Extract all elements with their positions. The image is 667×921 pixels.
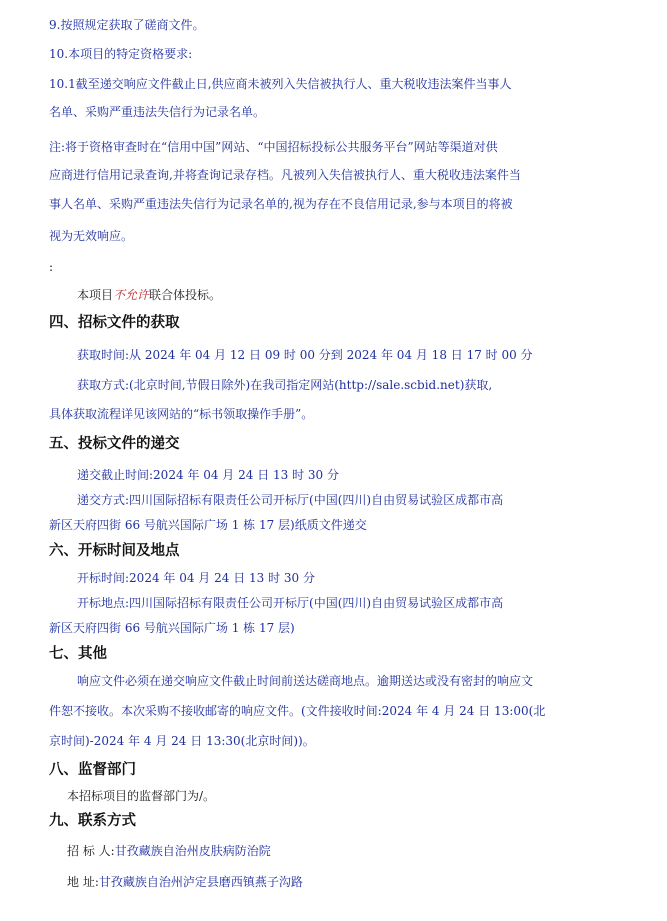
sec4-time: 获取时间:从 2024 年 04 月 12 日 09 时 00 分到 2024 年 04 月 18 日 17 时 00 分 xyxy=(77,348,533,362)
sec7-line1: 响应文件必须在递交响应文件截止时间前送达磋商地点。逾期送达或没有密封的响应文 xyxy=(77,674,534,688)
tenderer-label: 招 标 人: xyxy=(67,844,115,858)
consortium-suffix: 联合体投标。 xyxy=(149,288,222,302)
section-8-title: 八、监督部门 xyxy=(49,762,136,778)
address-label: 地 址: xyxy=(67,875,99,889)
sec4-method-line1: 获取方式:(北京时间,节假日除外)在我司指定网站(http://sale.scbid.net)获取, xyxy=(77,378,493,392)
sec5-method-line1: 递交方式:四川国际招标有限责任公司开标厅(中国(四川)自由贸易试验区成都市高 xyxy=(77,493,504,507)
consortium-prefix: 本项目 xyxy=(77,288,114,302)
section-9-title: 九、联系方式 xyxy=(49,813,136,829)
section-4-title: 四、招标文件的获取 xyxy=(49,315,180,331)
tenderer-value: 甘孜藏族自治州皮肤病防治院 xyxy=(114,844,271,858)
sec6-place-line1: 开标地点:四川国际招标有限责任公司开标厅(中国(四川)自由贸易试验区成都市高 xyxy=(77,596,504,610)
note-line4: 视为无效响应。 xyxy=(49,229,134,243)
section-7-title: 七、其他 xyxy=(49,646,107,662)
note-line1: 注:将于资格审查时在“信用中国”网站、“中国招标投标公共服务平台”网站等渠道对供 xyxy=(49,140,498,154)
item-10-1-line2: 名单、采购严重违法失信行为记录名单。 xyxy=(49,105,266,119)
item-9: 9.按照规定获取了磋商文件。 xyxy=(49,18,205,32)
consortium-line xyxy=(77,287,221,303)
sec7-line2: 件恕不接收。本次采购不接收邮寄的响应文件。(文件接收时间:2024 年 4 月 24 日 13:00(北 xyxy=(49,704,546,718)
address-row xyxy=(67,874,303,890)
tenderer-row xyxy=(67,843,271,859)
consortium-mark: 不允许 xyxy=(113,288,150,302)
section-5-title: 五、投标文件的递交 xyxy=(49,436,180,452)
sec8-line1: 本招标项目的监督部门为/。 xyxy=(67,789,216,803)
stray-colon: : xyxy=(49,260,54,274)
note-line2: 应商进行信用记录查询,并将查询记录存档。凡被列入失信被执行人、重大税收违法案件当 xyxy=(49,168,521,182)
sec5-deadline: 递交截止时间:2024 年 04 月 24 日 13 时 30 分 xyxy=(77,468,339,482)
sec6-time: 开标时间:2024 年 04 月 24 日 13 时 30 分 xyxy=(77,571,315,585)
item-10-1-line1: 10.1截至递交响应文件截止日,供应商未被列入失信被执行人、重大税收违法案件当事人 xyxy=(49,77,512,91)
sec5-method-line2: 新区天府四街 66 号航兴国际广场 1 栋 17 层)纸质文件递交 xyxy=(49,518,367,532)
sec7-line3: 京时间)-2024 年 4 月 24 日 13:30(北京时间))。 xyxy=(49,734,315,748)
item-10: 10.本项目的特定资格要求: xyxy=(49,47,193,61)
note-line3: 事人名单、采购严重违法失信行为记录名单的,视为存在不良信用记录,参与本项目的将被 xyxy=(49,197,513,211)
sec4-method-line2: 具体获取流程详见该网站的“标书领取操作手册”。 xyxy=(49,407,314,421)
address-value: 甘孜藏族自治州泸定县磨西镇燕子沟路 xyxy=(98,875,303,889)
section-6-title: 六、开标时间及地点 xyxy=(49,543,180,559)
sec6-place-line2: 新区天府四街 66 号航兴国际广场 1 栋 17 层) xyxy=(49,621,295,635)
